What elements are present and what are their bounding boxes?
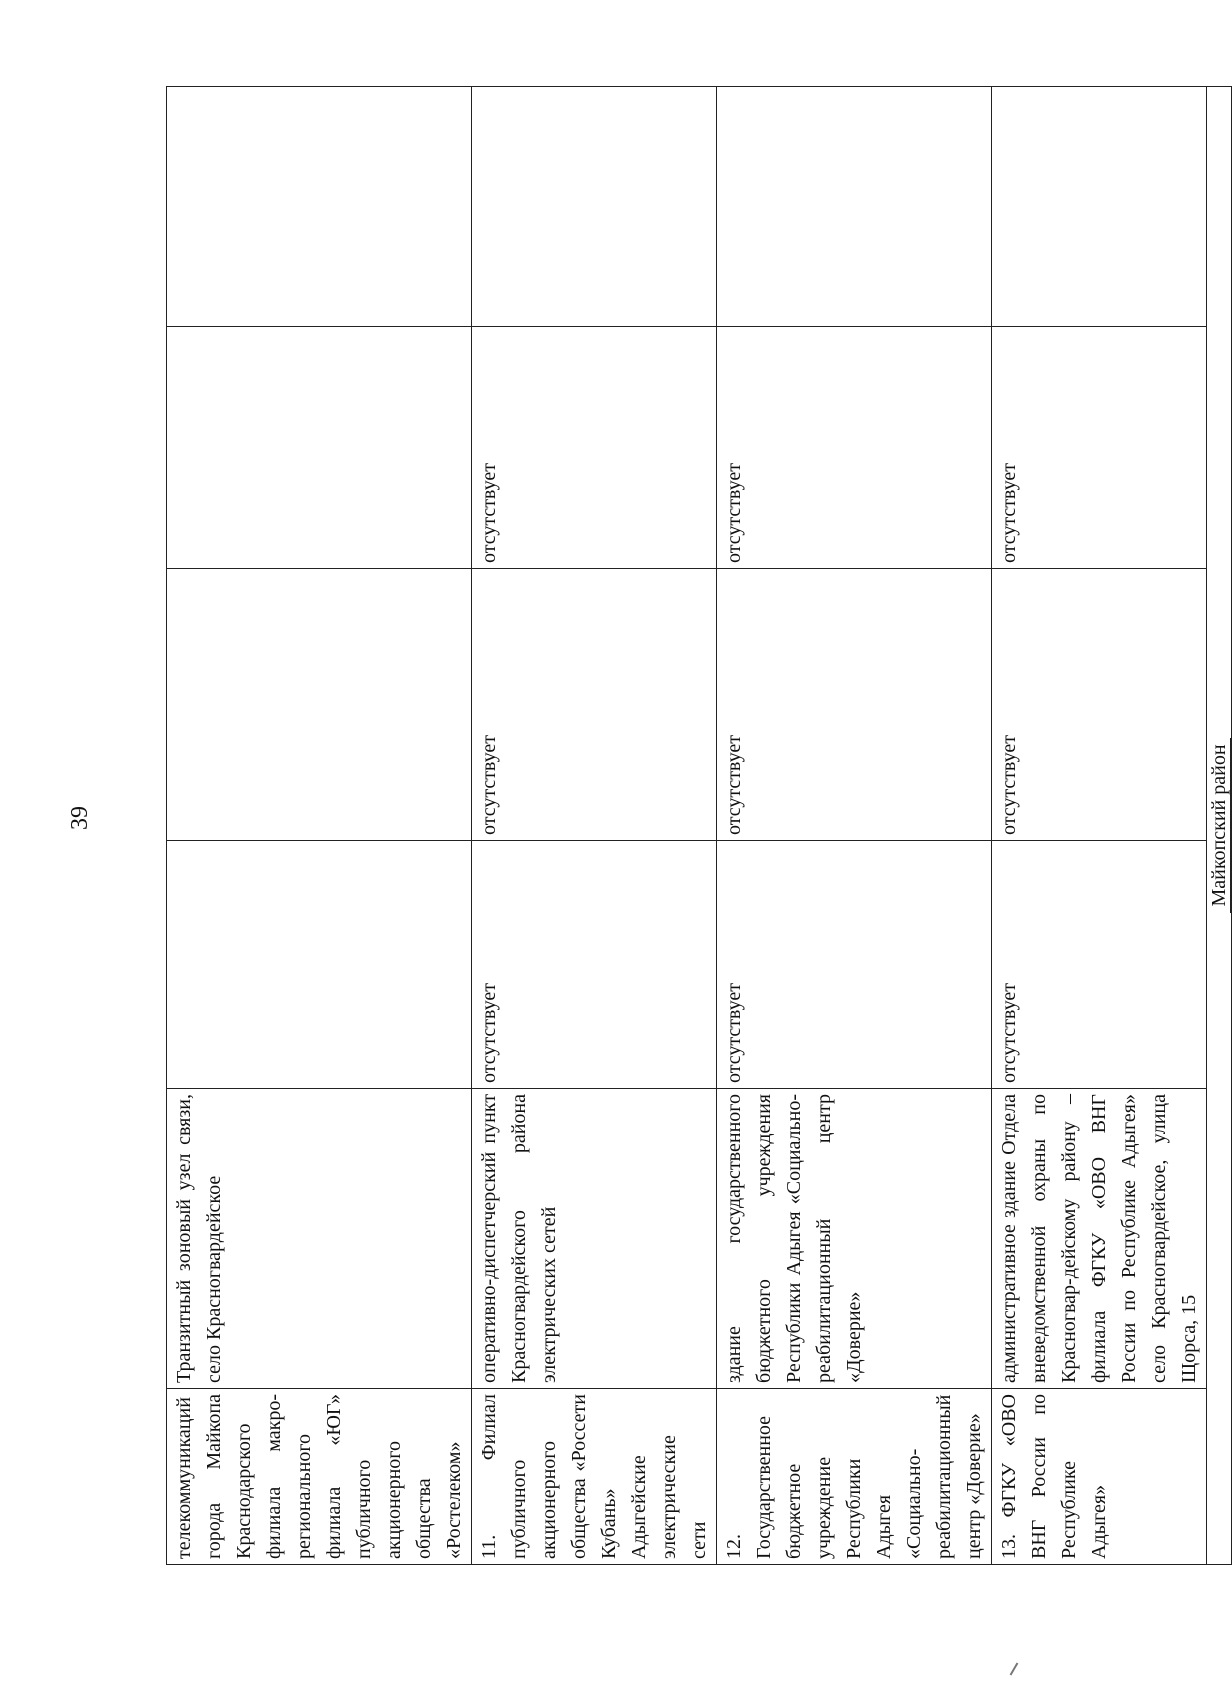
table-row xyxy=(472,87,717,1565)
status-cell: отсутствует xyxy=(717,569,992,841)
object-cell: Транзитный зоновый узел связи, село Красногвардейское xyxy=(167,1089,472,1389)
status-cell: отсутствует xyxy=(472,569,717,841)
page-number: 39 xyxy=(67,806,93,830)
table-row xyxy=(717,87,992,1565)
object-cell: здание государственного бюджетного учреждения Республики Адыгея «Социально-реабилитационный центр «Доверие» xyxy=(717,1089,992,1389)
empty-cell xyxy=(472,87,717,327)
status-cell: отсутствует xyxy=(472,841,717,1089)
object-cell: административное здание Отдела вневедомственной охраны по Красногвар-дейскому району – филиала ФГКУ «ОВО ВНГ России по Республике Адыгея» село Красногвардейское, улица Щорса, 15 xyxy=(992,1089,1207,1389)
status-cell xyxy=(167,841,472,1089)
status-cell xyxy=(167,327,472,569)
empty-cell xyxy=(717,87,992,327)
organization-cell: 11. Филиал публичного акционерного общества «Россети Кубань» Адыгейские электрические сети xyxy=(472,1389,717,1565)
organization-cell: 13. ФГКУ «ОВО ВНГ России по Республике Адыгея» xyxy=(992,1389,1207,1565)
organization-cell: 12. Государственное бюджетное учреждение Республики Адыгея «Социально-реабилитационный центр «Доверие» xyxy=(717,1389,992,1565)
table-row xyxy=(992,87,1207,1565)
status-cell: отсутствует xyxy=(992,327,1207,569)
section-title: Майкопский район xyxy=(1208,738,1231,912)
empty-cell xyxy=(992,87,1207,327)
section-header-cell xyxy=(1207,87,1232,1565)
organizations-table xyxy=(166,86,1232,1565)
status-cell: отсутствует xyxy=(717,841,992,1089)
section-header-row xyxy=(1207,87,1232,1565)
rotated-table-wrapper xyxy=(166,87,1230,1565)
table-row xyxy=(167,87,472,1565)
status-cell: отсутствует xyxy=(992,841,1207,1089)
status-cell xyxy=(167,569,472,841)
status-cell: отсутствует xyxy=(472,327,717,569)
scan-mark xyxy=(1010,1662,1019,1675)
status-cell: отсутствует xyxy=(717,327,992,569)
organization-cell: телекоммуникаций города Майкопа Краснодарского филиала макро-регионального филиала «ЮГ» публичного акционерного общества «Ростелеком» xyxy=(167,1389,472,1565)
object-cell: оперативно-диспетчерский пункт Красногвардейского района электрических сетей xyxy=(472,1089,717,1389)
empty-cell xyxy=(167,87,472,327)
status-cell: отсутствует xyxy=(992,569,1207,841)
